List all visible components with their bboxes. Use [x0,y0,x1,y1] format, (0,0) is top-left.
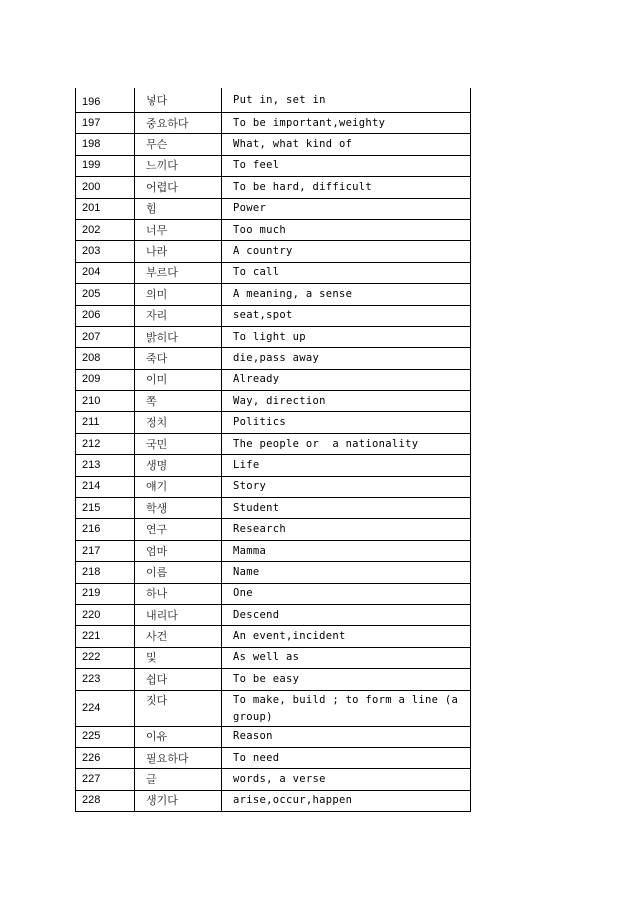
table-row [76,583,471,604]
english-meaning: Story [222,476,471,497]
row-number: 214 [76,476,135,497]
english-meaning: What, what kind of [222,134,471,155]
table-row [76,626,471,647]
korean-word: 넣다 [135,88,222,113]
korean-word: 얘기 [135,476,222,497]
table-row [76,262,471,283]
korean-word: 사건 [135,626,222,647]
english-meaning: Research [222,519,471,540]
korean-word: 생기다 [135,790,222,811]
korean-word: 정치 [135,412,222,433]
english-meaning: Life [222,455,471,476]
row-number: 216 [76,519,135,540]
table-row [76,519,471,540]
row-number: 210 [76,391,135,412]
korean-word: 글 [135,769,222,790]
english-meaning: To be hard, difficult [222,177,471,198]
english-meaning: To light up [222,326,471,347]
english-meaning: To need [222,747,471,768]
row-number: 200 [76,177,135,198]
table-row [76,455,471,476]
row-number: 205 [76,284,135,305]
row-number: 215 [76,498,135,519]
table-row [76,369,471,390]
row-number: 206 [76,305,135,326]
row-number: 219 [76,583,135,604]
table-row [76,769,471,790]
korean-word: 생명 [135,455,222,476]
english-meaning: The people or a nationality [222,433,471,454]
row-number: 202 [76,219,135,240]
table-row [76,476,471,497]
english-meaning: One [222,583,471,604]
english-meaning: As well as [222,647,471,668]
row-number: 199 [76,155,135,176]
korean-word: 밝히다 [135,326,222,347]
table-row [76,134,471,155]
korean-word: 부르다 [135,262,222,283]
english-meaning: To be easy [222,669,471,690]
table-row [76,498,471,519]
table-row [76,177,471,198]
row-number: 213 [76,455,135,476]
row-number: 208 [76,348,135,369]
korean-word: 쉽다 [135,669,222,690]
korean-word: 및 [135,647,222,668]
korean-word: 너무 [135,219,222,240]
korean-word: 엄마 [135,540,222,561]
row-number: 221 [76,626,135,647]
row-number: 224 [76,690,135,726]
row-number: 196 [76,88,135,113]
row-number: 217 [76,540,135,561]
english-meaning: Way, direction [222,391,471,412]
english-meaning: To feel [222,155,471,176]
row-number: 204 [76,262,135,283]
table-row [76,113,471,134]
row-number: 197 [76,113,135,134]
row-number: 201 [76,198,135,219]
korean-word: 쪽 [135,391,222,412]
vocabulary-table-body [76,88,471,812]
table-row [76,326,471,347]
table-row [76,790,471,811]
table-row [76,562,471,583]
english-meaning: An event,incident [222,626,471,647]
table-row [76,412,471,433]
korean-word: 느끼다 [135,155,222,176]
row-number: 203 [76,241,135,262]
row-number: 218 [76,562,135,583]
korean-word: 힘 [135,198,222,219]
korean-word: 죽다 [135,348,222,369]
english-meaning: Put in, set in [222,88,471,113]
row-number: 225 [76,726,135,747]
english-meaning: Too much [222,219,471,240]
table-row [76,88,471,113]
english-meaning: Mamma [222,540,471,561]
table-row [76,348,471,369]
korean-word: 이유 [135,726,222,747]
table-row [76,604,471,625]
row-number: 209 [76,369,135,390]
table-row [76,155,471,176]
row-number: 222 [76,647,135,668]
korean-word: 자리 [135,305,222,326]
table-row [76,726,471,747]
english-meaning: To call [222,262,471,283]
english-meaning: words, a verse [222,769,471,790]
english-meaning: A country [222,241,471,262]
table-row [76,284,471,305]
table-row [76,540,471,561]
row-number: 226 [76,747,135,768]
english-meaning: Power [222,198,471,219]
english-meaning: Already [222,369,471,390]
table-row [76,690,471,726]
korean-word: 이름 [135,562,222,583]
table-row [76,433,471,454]
english-meaning: Name [222,562,471,583]
english-meaning: A meaning, a sense [222,284,471,305]
table-row [76,391,471,412]
row-number: 198 [76,134,135,155]
english-meaning: Reason [222,726,471,747]
korean-word: 짓다 [135,690,222,726]
korean-word: 무슨 [135,134,222,155]
row-number: 223 [76,669,135,690]
korean-word: 이미 [135,369,222,390]
english-meaning: Politics [222,412,471,433]
korean-word: 연구 [135,519,222,540]
table-row [76,241,471,262]
table-row [76,647,471,668]
korean-word: 하나 [135,583,222,604]
korean-word: 학생 [135,498,222,519]
korean-word: 의미 [135,284,222,305]
table-row [76,219,471,240]
row-number: 207 [76,326,135,347]
english-meaning: Descend [222,604,471,625]
table-row [76,669,471,690]
korean-word: 어렵다 [135,177,222,198]
korean-word: 나라 [135,241,222,262]
table-row [76,305,471,326]
korean-word: 국민 [135,433,222,454]
row-number: 211 [76,412,135,433]
english-meaning: arise,occur,happen [222,790,471,811]
row-number: 227 [76,769,135,790]
vocabulary-table [75,88,471,812]
english-meaning: To be important,weighty [222,113,471,134]
korean-word: 중요하다 [135,113,222,134]
english-meaning: die,pass away [222,348,471,369]
row-number: 220 [76,604,135,625]
row-number: 212 [76,433,135,454]
english-meaning: Student [222,498,471,519]
table-row [76,198,471,219]
english-meaning: seat,spot [222,305,471,326]
row-number: 228 [76,790,135,811]
korean-word: 필요하다 [135,747,222,768]
table-row [76,747,471,768]
english-meaning: To make, build ; to form a line (a group) [222,690,471,726]
korean-word: 내리다 [135,604,222,625]
